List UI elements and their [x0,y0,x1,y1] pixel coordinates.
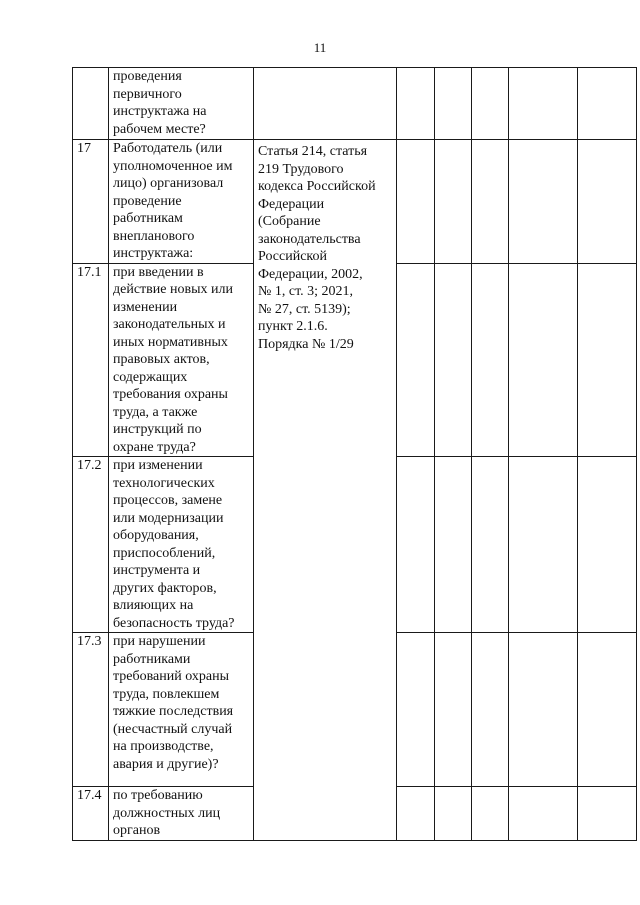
answer-na-cell[interactable] [472,68,509,140]
row-number [73,68,109,140]
answer-extra-cell[interactable] [509,457,578,633]
answer-no-cell[interactable] [435,787,472,841]
note-cell[interactable] [578,68,637,140]
answer-na-cell[interactable] [472,263,509,457]
row-number: 17.3 [73,633,109,787]
answer-no-cell[interactable] [435,140,472,264]
question-text: при нарушении работниками требований охраны труда, повлекшем тяжкие последствия (несчастный случай на производстве, авария и другие)? [109,633,254,787]
answer-na-cell[interactable] [472,140,509,264]
legal-basis-cell [254,68,397,140]
note-cell[interactable] [578,140,637,264]
row-number: 17 [73,140,109,264]
page-number: 11 [313,40,327,55]
answer-na-cell[interactable] [472,633,509,787]
answer-extra-cell[interactable] [509,633,578,787]
note-cell[interactable] [578,457,637,633]
answer-yes-cell[interactable] [397,787,435,841]
answer-extra-cell[interactable] [509,140,578,264]
question-text: проведения первичного инструктажа на рабочем месте? [109,68,254,140]
answer-no-cell[interactable] [435,263,472,457]
note-cell[interactable] [578,263,637,457]
answer-extra-cell[interactable] [509,787,578,841]
note-cell[interactable] [578,787,637,841]
answer-no-cell[interactable] [435,633,472,787]
answer-yes-cell[interactable] [397,457,435,633]
question-text: при введении в действие новых или изменении законодательных и иных нормативных правовых актов, содержащих требования охраны труда, а также инструкций по охране труда? [109,263,254,457]
checklist-table [72,67,637,841]
answer-extra-cell[interactable] [509,68,578,140]
row-number: 17.4 [73,787,109,841]
table-row [73,68,637,140]
answer-yes-cell[interactable] [397,633,435,787]
row-number: 17.2 [73,457,109,633]
question-text: по требованию должностных лиц органов [109,787,254,841]
row-number: 17.1 [73,263,109,457]
answer-extra-cell[interactable] [509,263,578,457]
table-row [73,140,637,264]
question-text: Работодатель (или уполномоченное им лицо) организовал проведение работникам внепланового инструктажа: [109,140,254,264]
answer-na-cell[interactable] [472,787,509,841]
answer-no-cell[interactable] [435,457,472,633]
answer-yes-cell[interactable] [397,263,435,457]
answer-no-cell[interactable] [435,68,472,140]
answer-na-cell[interactable] [472,457,509,633]
legal-basis-cell: Статья 214, статья 219 Трудового кодекса Российской Федерации (Собрание законодательства Российской Федерации, 2002, № 1, ст. 3; 2021, № 27, ст. 5139); пункт 2.1.6. Порядка № 1/29 [254,140,397,841]
question-text: при изменении технологических процессов, замене или модернизации оборудования, приспособлений, инструмента и других факторов, влияющих на безопасность труда? [109,457,254,633]
answer-yes-cell[interactable] [397,68,435,140]
answer-yes-cell[interactable] [397,140,435,264]
note-cell[interactable] [578,633,637,787]
